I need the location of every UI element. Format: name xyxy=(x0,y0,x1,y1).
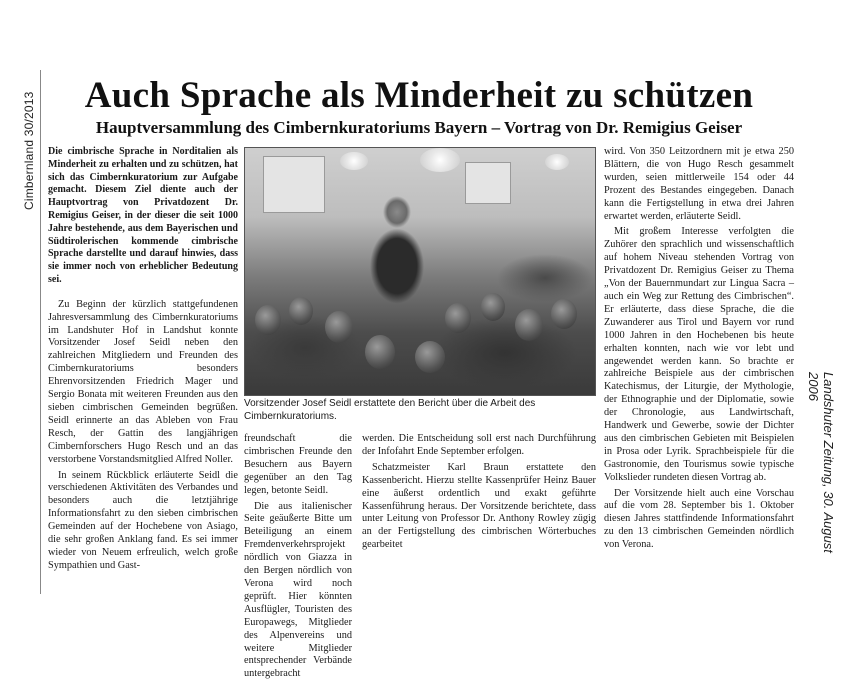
paragraph: Der Vorsitzende hielt auch eine Vorschau auf die vom 28. September bis 1. Oktober diesen Jahres stattfindende Informationsfahrt zu den 13 cimbrischen Gemeinden nördlich von Verona. xyxy=(604,487,794,551)
photo-audience xyxy=(245,275,595,395)
photo-lamp xyxy=(545,154,569,170)
column-3 xyxy=(362,433,596,591)
article-subtitle: Hauptversammlung des Cimbernkuratoriums Bayern – Vortrag von Dr. Remigius Geiser xyxy=(95,118,743,137)
article-photo xyxy=(244,147,596,396)
article-title: Auch Sprache als Minderheit zu schützen xyxy=(84,75,754,116)
column-4 xyxy=(604,146,794,590)
paragraph: wird. Von 350 Leitzordnern mit je etwa 250 Blättern, die von Hugo Resch gesammelt wurden, seien mittlerweile 154 oder 44 Prozent des Bestandes eingegeben. Danach kann die Fertigstellung in etwa drei Jahren erwartet werden, erläuterte Seidl. xyxy=(604,146,794,222)
paragraph: freundschaft die cimbrischen Freunde den Besuchern aus Bayern gegenüber an den Tag legen, betonte Seidl. xyxy=(244,433,352,496)
photo-caption: Vorsitzender Josef Seidl erstattete den Bericht über die Arbeit des Cimbernkuratoriums. xyxy=(244,398,536,422)
paragraph: Schatzmeister Karl Braun erstattete den Kassenbericht. Hierzu stellte Kassenprüfer Heinz Bauer eine äußerst ordentlich und exakt geführte Kassenführung heraus. Der Vorsitzende berichtete, dass unter Leitung von Professor Dr. Anthony Rowley zügig an der Fertigstellung des cimbrischen Wörterbuches gearbeitet xyxy=(362,461,596,551)
paragraph: In seinem Rückblick erläuterte Seidl die verschiedenen Aktivitäten des Verbandes und besonders auch die letztjährige Informationsfahrt zu den sieben cimbrischen Gemeinden auf der Hochebene von Asiago, die sehr großen Anklang fand. Es sei immer wieder von Neuem erfreulich, welch große Sympathien und Gast- xyxy=(48,469,238,571)
photo-window xyxy=(263,156,325,213)
paragraph: Die aus italienischer Seite geäußerte Bitte um Beteiligung an einem Fremdenverkehrsprojekt nördlich von Giazza in den Bergen nördlich von Verona wird noch geprüft. Hier könnten Ausflügler, Touristen des Europawegs, Mitglieder des Alpenvereins und weitere Mitglieder entsprechender Verbände untergebracht xyxy=(244,500,352,680)
source-label-cimbernland: Cimbernland 30/2013 xyxy=(22,91,36,210)
paragraph: Zu Beginn der kürzlich stattgefundenen Jahresversammlung des Cimbernkuratoriums im Landshuter Hof in Landshut konnte Vorsitzender Josef Seidl neben den zahlreichen Mitgliedern und Freunden des Cimbernkuratoriums besonders Ehrenvorsitzenden Friedrich Mager und Sergio Bonata mit weiteren Freunden aus den sieben cimbrischen Gemeinden begrüßen. Seidl erinnerte an das Ableben von Frau Resch, der Gattin des langjährigen Cimbernforschers Hugo Resch und an das verstorbene Vorstandsmitglied Alfred Noller. xyxy=(48,298,238,465)
photo-window xyxy=(465,162,511,204)
source-label-newspaper: Landshuter Zeitung, 30. August 2006 xyxy=(806,372,836,553)
paragraph: werden. Die Entscheidung soll erst nach Durchführung der Infofahrt Ende September erfolgen. xyxy=(362,433,596,457)
paragraph: Mit großem Interesse verfolgten die Zuhörer den sprachlich und wissenschaftlich auf hohem Niveau stehenden Vortrag von Privatdozent Dr. Remigius Geiser zu Thema „Von der Bauernmundart zur Lingua Sacra – auch ein Weg zur Rettung des Cimbrischen“. Er erläuterte, dass diese Sprache, die die Zuwanderer aus Tirol und Bayern vor rund 1000 Jahren in den Hochebenen bis heute erhalten konnten, nach wie vor lebt und angewendet werden kann. So brachte er zahlreiche Beispiele aus der cimbrischen Katechismus, der Liturgie, der Mythologie, der Ethnographie und der Diplomatie, sowie der Chronologie, aus Landwirtschaft, Handwerk und Gewerbe, sowie der Dichter aus den cimbrischen Gebieten mit Beispielen in Prosa oder Lyrik. Sprachbeispiele für die Gastronomie, den Tourismus sowie typische Volkslieder rundeten diesen Vortrag ab. xyxy=(604,226,794,483)
column-2 xyxy=(244,433,352,680)
column-1 xyxy=(48,146,238,588)
photo-lamp xyxy=(340,152,368,170)
photo-lamp xyxy=(420,148,460,172)
article-intro: Die cimbrische Sprache in Norditalien als Minderheit zu erhalten und zu schützen, hat sich das Cimbernkuratorium zur Aufgabe gemacht. Diesem Ziel diente auch der Hauptvortrag von Privatdozent Dr. Remigius Geiser, in der dieser die seit 1000 Jahre bestehende, aus dem Bayerischen und Südtirolerischen kommende cimbrische Sprache darstellte und darauf hinwies, dass sie immer noch von erheblicher Bedeutung sei. xyxy=(48,146,238,285)
